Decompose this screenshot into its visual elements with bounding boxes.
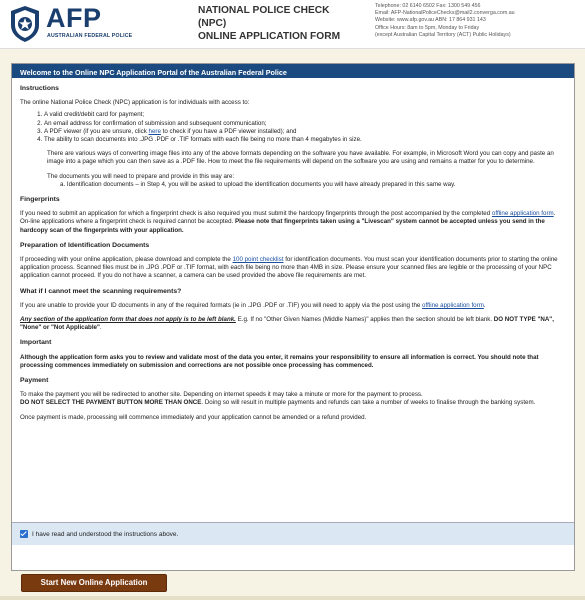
list-item-text: A PDF viewer (if you are unsure, click (44, 127, 149, 135)
list-item: 1. A valid credit/debit card for payment; (44, 111, 566, 119)
payment-warning-text: . Doing so will result in multiple payments and refunds can take a number of weeks to finalise through the banking system. (201, 399, 536, 407)
blank-sections-emphasis: Any section of the application form that does not apply is to be left blank. (20, 316, 236, 324)
contact-website: Website: www.afp.gov.au ABN: 17 864 931 143 (375, 17, 486, 24)
identification-documents-item: a. Identification documents – in Step 4, you will be asked to upload the identification documents you will have already prepared in this same way. (60, 180, 456, 188)
pdf-check-link[interactable]: here (148, 127, 161, 135)
panel-heading: Welcome to the Online NPC Application Portal of the Australian Federal Police (12, 64, 574, 78)
payment-text: To make the payment you will be redirected to another site. Depending on internet speeds it may take a minute or more for the payment to process. (20, 391, 423, 399)
important-heading: Important (20, 339, 52, 347)
blank-sections-note (20, 316, 566, 332)
list-item: 2. An email address for confirmation of submission and subsequent communication; (44, 120, 566, 128)
payment-heading: Payment (20, 377, 49, 385)
payment-warning-bold: DO NOT SELECT THE PAYMENT BUTTON MORE THAN ONCE (20, 399, 202, 407)
panel-body (12, 85, 574, 422)
page-title (198, 4, 360, 43)
title-line-1: NATIONAL POLICE CHECK (NPC) (198, 5, 330, 29)
blank-sections-warning: DO NOT TYPE "NA", "None" or "Not Applicable" (20, 316, 554, 332)
conversion-note: There are various ways of converting image files into any of the above formats depending on the software you have available. For example, in Microsoft Word you can copy and paste an image into a page which you can then save as a .PDF file. How to meet the file requirements will depend on the software you are using and remains a matter for you to determine. (47, 150, 554, 166)
contact-email: Email: AFP-NationalPoliceChecks@mail2.converga.com.au (375, 10, 515, 17)
fingerprints-heading: Fingerprints (20, 196, 60, 204)
afp-logo-subtext: AUSTRALIAN FEDERAL POLICE (47, 33, 133, 39)
blank-sections-example: E.g. If no "Other Given Names (Middle Names)" applies then the section should be left blank. (235, 316, 494, 324)
acknowledge-label: I have read and understood the instructions above. (32, 530, 179, 538)
payment-warning (20, 399, 566, 407)
footer-divider (0, 596, 585, 600)
instructions-heading: Instructions (20, 85, 59, 92)
instructions-panel (11, 63, 575, 571)
afp-crest-icon (8, 5, 42, 43)
fingerprints-text (20, 210, 566, 235)
list-item: 4. The ability to scan documents into .JPG .PDF or .TIF formats with each file being no more than 4 megabytes in size. (44, 136, 566, 144)
contact-hours-note: (except Australian Capital Territory (ACT) Public Holidays) (375, 31, 511, 38)
list-item (44, 128, 566, 136)
preparation-heading: Preparation of Identification Documents (20, 241, 150, 249)
preparation-text-end: for identification documents. You must scan your identification documents prior to starting the online application process. Scanned files must be in .JPG .PDF or .TIF format, with each file being no more than 4MB in size. Please ensure your scanned files are legible or the processing of your NPC application cannot proceed. If you do not have a scanner, a camera can be used provided the above file requirements are met. (20, 256, 558, 280)
scanning-text-start: If you are unable to provide your ID documents in any of the required formats (ie in .JPG .PDF or .TIF) you will need to apply via the post using the (20, 301, 423, 309)
blank-sections-tail: . (99, 324, 102, 332)
scanning-heading: What if I cannot meet the scanning requirements? (20, 287, 182, 295)
list-item-text: to check if you have a PDF viewer installed); and (160, 127, 297, 135)
fingerprints-text-start: If you need to submit an application for which a fingerprint check is also required you must submit the hardcopy fingerprints through the post accompanied by the completed (20, 210, 492, 218)
acknowledge-checkbox[interactable] (20, 530, 28, 538)
payment-final-note: Once payment is made, processing will commence immediately and your application cannot be amended or a refund provided. (20, 413, 367, 421)
fingerprints-text-mid: . On-line applications where a fingerprint check is required cannot be accepted. (20, 210, 556, 226)
title-line-2: ONLINE APPLICATION FORM (198, 31, 341, 42)
contact-hours: Office Hours: 8am to 5pm, Monday to Friday (375, 24, 480, 31)
livescan-warning: Please note that fingerprints taken using a "Livescan" system cannot be accepted unless you send in the hardcopy scan of the fingerprints with your application. (20, 218, 545, 234)
contact-info (375, 3, 580, 39)
afp-logo-text: AFP (46, 3, 102, 33)
page-header (0, 0, 585, 49)
acknowledge-row (12, 522, 574, 545)
contact-phone: Telephone: 02 6140 6502 Fax: 1300 549 456 (375, 3, 481, 9)
requirements-list (20, 111, 566, 144)
important-text: Although the application form asks you to review and validate most of the data you enter, it remains your responsibility to ensure all information is correct. You should note that processing commences immediately on submission and corrections are not possible once processing has commenced. (20, 353, 539, 369)
preparation-text-start: If proceeding with your online application, please download and complete the (20, 256, 233, 264)
start-application-button[interactable]: Start New Online Application (21, 574, 167, 592)
scanning-text (20, 302, 566, 310)
offline-form-link-2[interactable]: offline application form (422, 301, 484, 309)
preparation-text (20, 256, 566, 281)
scanning-text-end: . (483, 301, 486, 309)
offline-form-link[interactable]: offline application form (491, 210, 554, 218)
checklist-link[interactable]: 100 point checklist (232, 256, 284, 264)
instructions-intro: The online National Police Check (NPC) application is for individuals with access to: (20, 99, 250, 107)
documents-intro: The documents you will need to prepare and provide in this way are: (47, 172, 235, 180)
